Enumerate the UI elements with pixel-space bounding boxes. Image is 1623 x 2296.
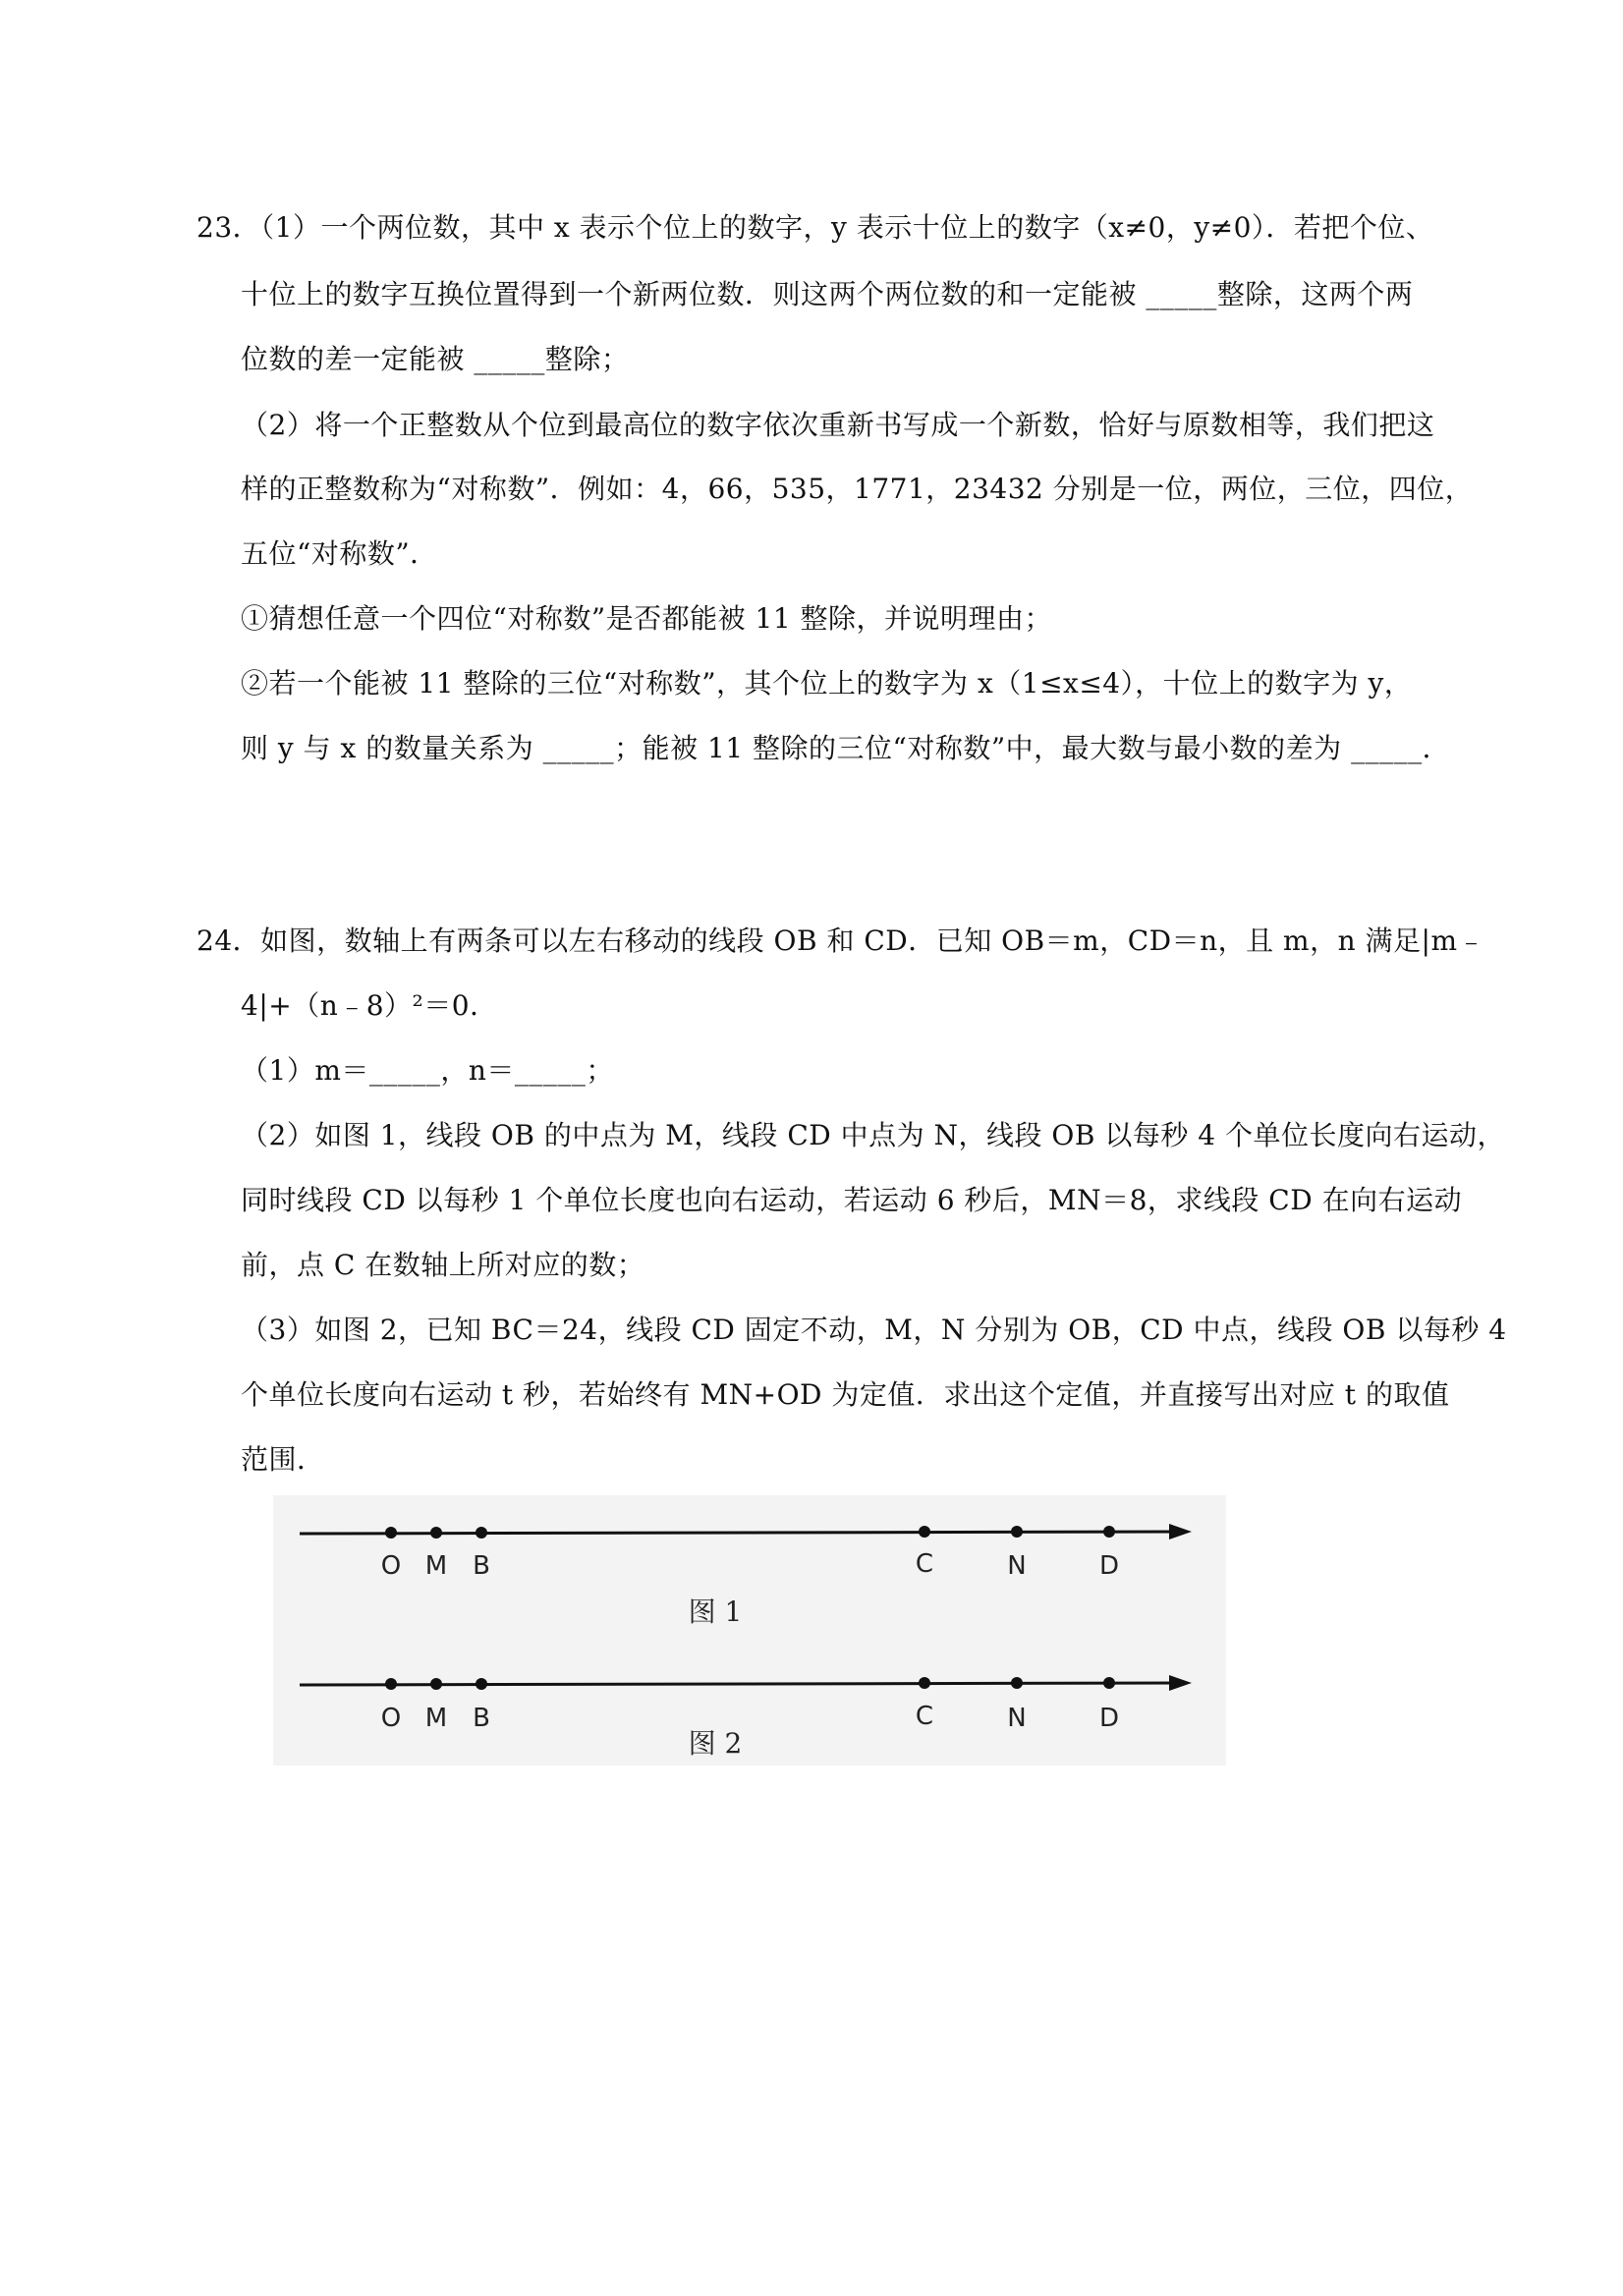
q23-line-1: 23．（1）一个两位数，其中 x 表示个位上的数字，y 表示十位上的数字（x≠0，y≠0）．若把个位、 (196, 211, 1434, 244)
point-label-b: B (473, 1704, 490, 1733)
point-label-m: M (424, 1551, 448, 1581)
q24-line-9: 范围． (241, 1443, 325, 1476)
q23-line-9: 则 y 与 x 的数量关系为 _____；能被 11 整除的三位“对称数”中，最大数与最小数的差为 _____． (241, 732, 1451, 764)
point-dot-o (385, 1678, 397, 1690)
point-dot-o (385, 1527, 397, 1539)
point-label-d: D (1098, 1551, 1120, 1581)
point-label-c: C (915, 1549, 934, 1579)
q24-line-8: 个单位长度向右运动 t 秒，若始终有 MN+OD 为定值．求出这个定值，并直接写出对应 t 的取值 (241, 1378, 1450, 1411)
q24-line-3: （1）m＝_____，n＝_____； (241, 1054, 614, 1087)
point-label-o: O (380, 1551, 402, 1581)
q23-line-4: （2）将一个正整数从个位到最高位的数字依次重新书写成一个新数，恰好与原数相等，我们把这 (241, 409, 1435, 441)
number-line-2 (300, 1675, 1192, 1760)
point-dot-c (919, 1526, 930, 1538)
point-dot-m (430, 1527, 442, 1539)
q24-line-7: （3）如图 2，已知 BC＝24，线段 CD 固定不动，M，N 分别为 OB，CD 中点，线段 OB 以每秒 4 (241, 1314, 1507, 1346)
arrow-icon (1169, 1675, 1192, 1691)
point-label-n: N (1007, 1551, 1027, 1581)
q23-line-5: 样的正整数称为“对称数”．例如：4，66，535，1771，23432 分别是一位，两位，三位，四位， (241, 473, 1474, 505)
point-dot-m (430, 1678, 442, 1690)
point-dot-c (919, 1677, 930, 1689)
q24-line-6: 前，点 C 在数轴上所对应的数； (241, 1249, 645, 1281)
q23-line-8: ②若一个能被 11 整除的三位“对称数”，其个位上的数字为 x（1≤x≤4），十位上的数字为 y， (241, 667, 1413, 700)
point-dot-n (1011, 1526, 1023, 1538)
figure-caption-1: 图 1 (688, 1596, 743, 1628)
number-line-figure (273, 1495, 1226, 1765)
point-dot-b (476, 1527, 487, 1539)
q23-line-6: 五位“对称数”． (241, 537, 438, 570)
q24-line-1: 24．如图，数轴上有两条可以左右移动的线段 OB 和 CD．已知 OB＝m，CD＝n，且 m，n 满足|m﹣ (196, 924, 1485, 957)
point-label-m: M (424, 1704, 448, 1733)
point-dot-n (1011, 1677, 1023, 1689)
number-line-1 (300, 1524, 1192, 1628)
point-label-b: B (473, 1551, 490, 1581)
point-label-n: N (1007, 1704, 1027, 1733)
q23-line-7: ①猜想任意一个四位“对称数”是否都能被 11 整除，并说明理由； (241, 602, 1053, 635)
point-label-c: C (915, 1702, 934, 1731)
q24-line-4: （2）如图 1，线段 OB 的中点为 M，线段 CD 中点为 N，线段 OB 以每秒 4 个单位长度向右运动， (241, 1119, 1505, 1151)
q24-line-2: 4|+（n﹣8）²＝0． (241, 989, 498, 1022)
point-dot-b (476, 1678, 487, 1690)
point-label-o: O (380, 1704, 402, 1733)
q23-line-3: 位数的差一定能被 _____整除； (241, 343, 630, 375)
point-label-d: D (1098, 1704, 1120, 1733)
figure-caption-2: 图 2 (688, 1727, 743, 1760)
point-dot-d (1103, 1677, 1115, 1689)
point-dot-d (1103, 1526, 1115, 1538)
q24-line-5: 同时线段 CD 以每秒 1 个单位长度也向右运动，若运动 6 秒后，MN＝8，求线段 CD 在向右运动 (241, 1184, 1463, 1216)
arrow-icon (1169, 1524, 1192, 1540)
q23-line-2: 十位上的数字互换位置得到一个新两位数．则这两个两位数的和一定能被 _____整除，这两个两 (241, 278, 1414, 310)
